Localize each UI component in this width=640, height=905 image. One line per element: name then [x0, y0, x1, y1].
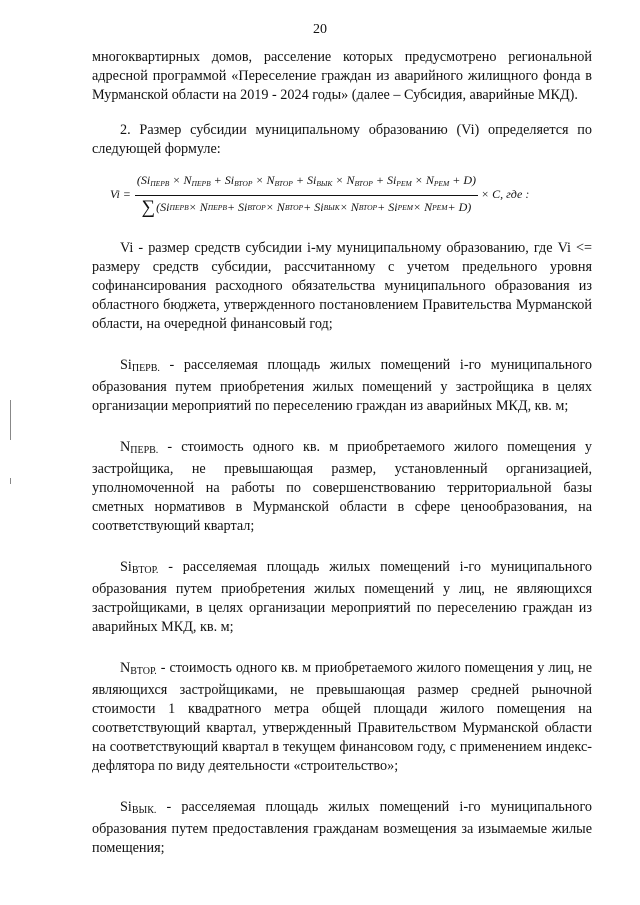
definition-n-vtor: NВТОР. - стоимость одного кв. м приобретаемого жилого помещения у лиц, не являющихся застройщиками, не превышающая размер средней рыночной стоимости 1 квадратного метра общей площади жилого помещения на соответствующий квартал, утвержденный Правительством Мурманской области на соответствующий квартал в текущем финансовом году, с применением индекс-дефлятора по виду деятельности «строительство»;: [92, 660, 592, 774]
formula-lhs: Vi =: [110, 186, 131, 201]
formula-numerator: $(Si_{ПЕРВ} \times N_{ПЕРВ} + Si_{ВТОР} \times N_{ВТОР} + Si_{ВЫК} \times N_{ВТОР} + Si_{РЕМ} \times N_{РЕМ} + D)$: [135, 171, 478, 196]
formula-fraction: [135, 171, 478, 217]
definition-si-vyk: SiВЫК. - расселяемая площадь жилых помещений i-го муниципального образования путем предоставления гражданам возмещения за изымаемые жилые помещения;: [92, 799, 592, 856]
formula-rhs: × C, где :: [481, 186, 530, 201]
document-body: [92, 48, 592, 858]
definition-si-vtor: SiВТОР. - расселяемая площадь жилых помещений i-го муниципального образования путем приобретения жилых помещений у лиц, не являющихся застройщиками, в целях организации мероприятий по переселению граждан из аварийных МКД, кв. м;: [92, 559, 592, 635]
subsidy-formula: [92, 171, 592, 217]
sum-symbol: ∑: [141, 196, 156, 218]
definition-n-perv: NПЕРВ. - стоимость одного кв. м приобретаемого жилого помещения у застройщика, не превышающая размер, установленный организацией, уполномоченной на работы по совершенствованию территориальной базы сметных нормативов в Мурманской области в сфере ценообразования, на соответствующий квартал;: [92, 439, 592, 534]
section-2-paragraph: 2. Размер субсидии муниципальному образованию (Vi) определяется по следующей формуле:: [92, 122, 592, 157]
definition-si-perv: SiПЕРВ. - расселяемая площадь жилых помещений i-го муниципального образования путем приобретения жилых помещений у застройщика в целях организации мероприятий по переселению граждан из аварийных МКД, кв. м;: [92, 357, 592, 414]
margin-mark: [10, 400, 11, 440]
formula-denominator: ∑ (Si ПЕРВ × N ПЕРВ + Si ВТОР × N ВТОР + Si ВЫК × N ВТОР + Si РЕМ × N РЕМ + D): [141, 196, 472, 218]
margin-mark: [10, 478, 11, 484]
definition-vi: Vi - размер средств субсидии i-му муниципальному образованию, где Vi <= размеру средств субсидии, рассчитанному с учетом предельного уровня софинансирования расходного обязательства муниципального образования из областного бюджета, утвержденного постановлением Правительства Мурманской области, на очередной финансовый год;: [92, 240, 592, 332]
page-number: 20: [313, 22, 327, 37]
intro-paragraph: многоквартирных домов, расселение которых предусмотрено региональной адресной программой «Переселение граждан из аварийного жилищного фонда в Мурманской области на 2019 - 2024 годы» (далее – Субсидия, аварийные МКД).: [92, 49, 592, 103]
